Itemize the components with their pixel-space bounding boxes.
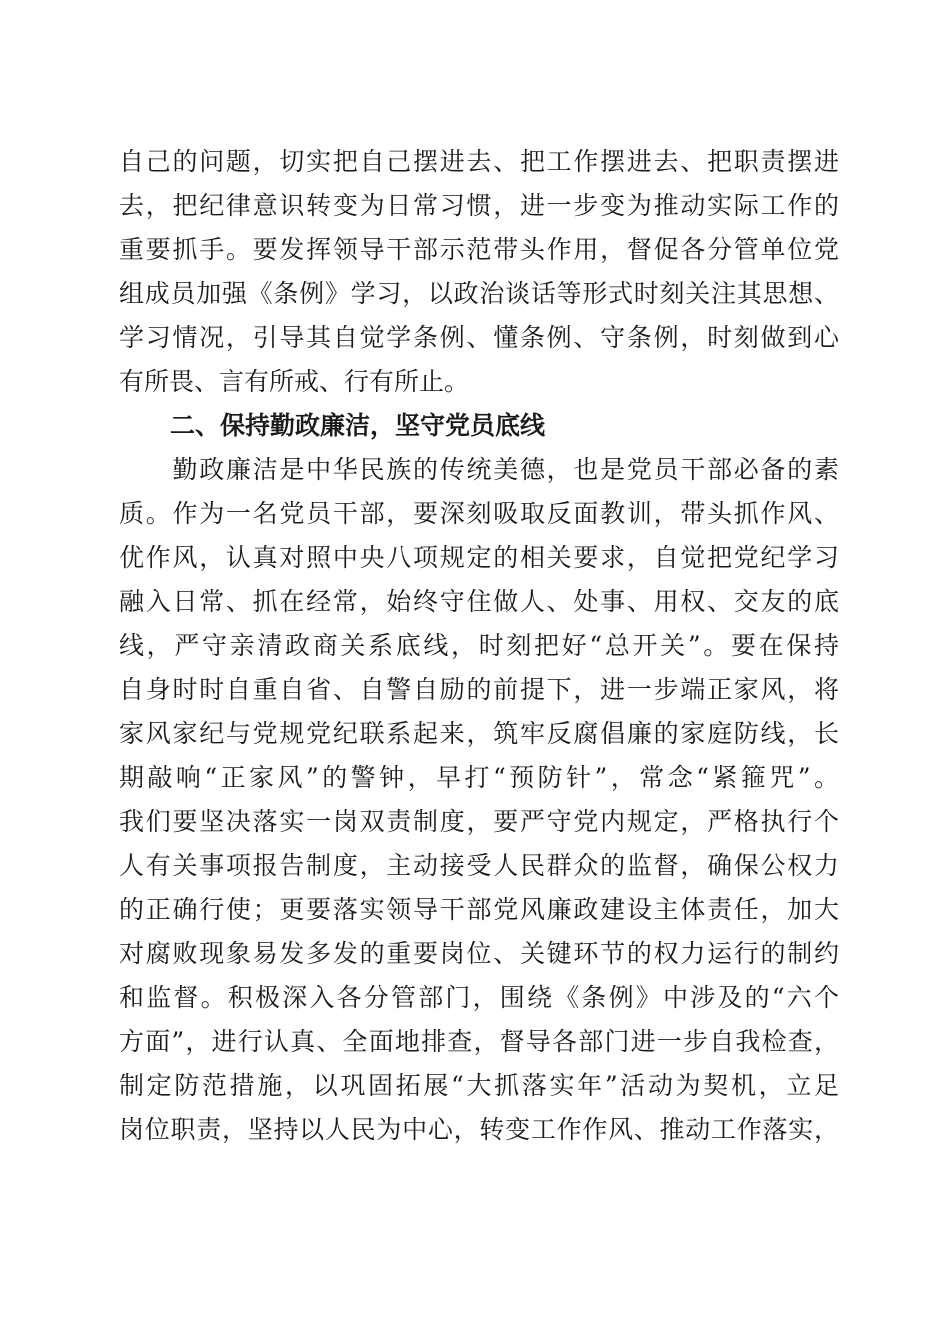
- paragraph-line: 的正确行使；更要落实领导干部党风廉政建设主体责任，加大: [119, 895, 839, 924]
- paragraph-line: 自己的问题，切实把自己摆进去、把工作摆进去、把职责摆进: [119, 147, 839, 176]
- paragraph-line: 组成员加强《条例》学习，以政治谈话等形式时刻关注其思想、: [119, 279, 839, 308]
- paragraph-line: 质。作为一名党员干部，要深刻吸取反面教训，带头抓作风、: [119, 499, 839, 528]
- paragraph-line: 有所畏、言有所戒、行有所止。: [119, 367, 470, 396]
- paragraph-line: 和监督。积极深入各分管部门，围绕《条例》中涉及的“六个: [119, 983, 839, 1012]
- paragraph-line: 对腐败现象易发多发的重要岗位、关键环节的权力运行的制约: [119, 939, 839, 968]
- paragraph-line: 家风家纪与党规党纪联系起来，筑牢反腐倡廉的家庭防线，长: [119, 719, 839, 748]
- paragraph-line: 方面”，进行认真、全面地排查，督导各部门进一步自我检查，: [119, 1027, 839, 1056]
- paragraph-line: 重要抓手。要发挥领导干部示范带头作用，督促各分管单位党: [119, 235, 839, 264]
- paragraph-line: 自身时时自重自省、自警自励的前提下，进一步端正家风，将: [119, 675, 839, 704]
- paragraph-line: 优作风，认真对照中央八项规定的相关要求，自觉把党纪学习: [119, 543, 839, 572]
- paragraph-line: 岗位职责，坚持以人民为中心，转变工作作风、推动工作落实，: [119, 1115, 839, 1144]
- paragraph-line: 学习情况，引导其自觉学条例、懂条例、守条例，时刻做到心: [119, 323, 839, 352]
- paragraph-line: 去，把纪律意识转变为日常习惯，进一步变为推动实际工作的: [119, 191, 839, 220]
- paragraph-line: 人有关事项报告制度，主动接受人民群众的监督，确保公权力: [119, 851, 839, 880]
- paragraph-line: 融入日常、抓在经常，始终守住做人、处事、用权、交友的底: [119, 587, 839, 616]
- paragraph-line: 期敲响“正家风”的警钟，早打“预防针”，常念“紧箍咒”。: [119, 763, 839, 792]
- paragraph-line: 制定防范措施，以巩固拓展“大抓落实年”活动为契机，立足: [119, 1071, 839, 1100]
- paragraph-line: 我们要坚决落实一岗双责制度，要严守党内规定，严格执行个: [119, 807, 839, 836]
- paragraph-line: 线，严守亲清政商关系底线，时刻把好“总开关”。要在保持: [119, 631, 839, 660]
- section-heading: 二、保持勤政廉洁，坚守党员底线: [170, 411, 546, 440]
- paragraph-line: 勤政廉洁是中华民族的传统美德，也是党员干部必备的素: [119, 455, 839, 484]
